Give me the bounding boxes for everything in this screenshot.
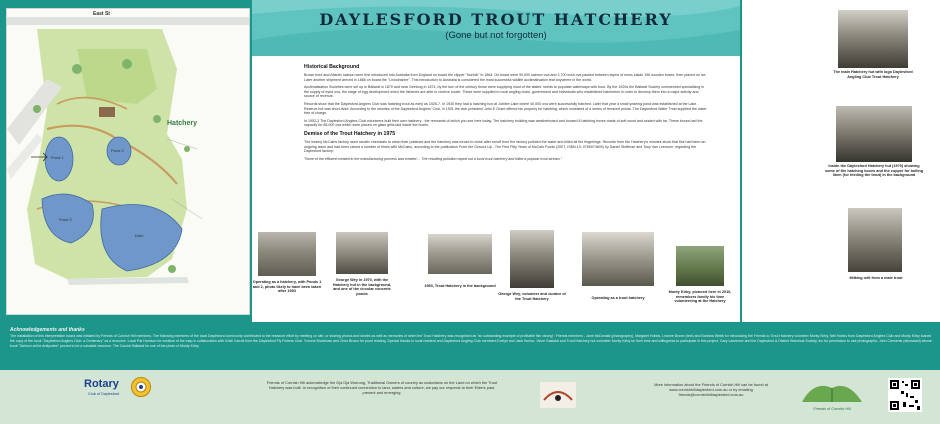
friends-of-cornish-hill-logo [792, 378, 872, 416]
photo-monty-kirby [676, 246, 724, 286]
page-title: DAYLESFORD TROUT HATCHERY [319, 10, 673, 29]
street-label-top: East St [93, 11, 110, 17]
foch-name: Friends of Cornish Hill [813, 407, 851, 411]
photo-hatchery-ponds [258, 232, 316, 276]
qr-code-icon[interactable] [888, 378, 922, 412]
photo-george-wey-portrait [510, 230, 554, 288]
photo-caption: Monty Kirby, pictured here in 2016, remembers fondly his time volunteering at the Hatchery [668, 290, 732, 304]
paragraph: In 1952-3 The Daylesford Anglers Club volunteers built their own hatchery - the remnants of which you see here today. The hatchery building was weatherboard and housed 8 hatching boxes made of soft wood and sealed with tar. These boxes had the capacity for 85,000 ova which were placed on glass grills laid inside the boxes. [304, 118, 703, 128]
dam-label: Dam [135, 233, 144, 238]
page-subtitle: (Gone but not forgotten) [445, 30, 547, 41]
pond-label-1: Pond 1 [51, 155, 64, 160]
rotary-sub: Club of Daylesford [88, 392, 120, 396]
acknowledgements-text: The installation of this interpretation board was initiated by Friends of Cornish Hill members. The following members of the local Daylesford community contributed to the research effort by meeting on site, or sharing photos and stories as well as memories of when the Trout Hatchery was recognised as "an outstanding example of profitable fish raising": Friends members - Jane McDonald (photography), Margaret Hobbs, Leanne Brown (text) and Barbara Webb for introducing the Friends to Trout Hatchery volunteer Monty Kirby. Neil Hobbs from Daylesford Anglers Club and Monty Kirby loaned the copy of the book "Daylesford Anglers Club: a Centenary" as a resource. Local Pat Harrison for creation of the map in collaboration with Kristi Carroll from the Daylesford Fly Fishers Club. Yvonne Bradshaw and Chris Brown for proof reading. Special thanks to local resident and Daylesford Angling Club members Evelyn and Jack Horton, Vince Gastaldi and Trout Hatchery hut volunteer Monty Kirby for their time and willingness to participate in this project. Gary Lawrence and the Daylesford & District Historical Society, Inc for permission to use photographs. John Clements (deceased) whose book "Salmon at the Antipodes" proved to be a valuable resource. The Courier Ballarat for use of the photo of Monty Kirby. [10, 334, 932, 348]
section-heading-demise: Demise of the Trout Hatchery in 1975 [304, 130, 396, 137]
title-band [252, 0, 740, 56]
photo-caption: The main Hatchery hut with logo Daylesford Angling Club Trout Hatchery [833, 70, 913, 79]
photo-main-hatchery-hut [838, 10, 908, 68]
photo-1953-hatchery [428, 234, 492, 274]
rotary-wheel-icon [130, 376, 152, 398]
right-photo-panel [742, 0, 940, 322]
footer [0, 370, 940, 424]
body-text [304, 62, 708, 164]
paragraph: Acclimatisation Societies were set up in Ballarat in 1870 and near Geelong in 1874, by the turn of the century these were supplying most of the states' needs to populate waterways with trout. By the 1920s the Ballarat Society commenced specialising in the supply of eyed ova, the stage of egg development when the fisheries are able to receive cooler. These were supplied to local angling clubs, government and individuals who established hatcheries in order to develop them into a major activity and source of revenue. [304, 85, 705, 99]
hatchery-map [6, 8, 250, 315]
paragraph: Records show that the Daylesford Anglers Club was hatching trout as early as 1926-7. In 1930 they had a hatching box at Jubilee Lake where 40,000 ova were successfully hatched. Later that year a small yearling pond was established at the Lake Reserve but was short-lived. According to the minutes of the Daylesford Anglers' Club, in 1931 the club president John E Grant offered his property for hatching, which consisted of a series of terraced ponds. The Daylesford Water Trust supplied the water free of charge. [304, 101, 707, 116]
photo-caption: Milking milt from a male trout [849, 276, 903, 280]
rotary-name: Rotary [84, 378, 119, 390]
more-info-text: More information about the Friends of Cornish Hill can be found at www.cornishhilldaylesford.com.au or by emailing friends@cornishhilldaylesford.com.au [654, 382, 768, 397]
photo-george-wey-1970 [336, 232, 388, 274]
section-heading-background: Historical Background [304, 64, 360, 70]
pond-label-2: Pond 2 [111, 148, 124, 153]
photo-caption: 1953, Trout Hatchery in the background [424, 284, 496, 288]
paragraph: The nearby McCains factory used caustic chemicals to clean their potatoes and the hatchery was forced to close after runoff from the factory polluted the water and killed all the fingerlings. Records from the Hatchery's minutes show that this had been an ongoing issue and had been raised a number of times with McCains, according to the publication From the Ground Up - The First Fifty Years of McCain Foods (2007, ISBN-10: 0789074600) by Daniel Stoffman and Tony Van Leersum, regarding the Daylesford factory: [304, 139, 706, 154]
paragraph: Brown trout and Atlantic salmon were first introduced into Australia from England on board the clipper "Norfolk" in 1864. On board were 90,000 salmon ova and 2,700 trout ova packed between layers of moss inside 196 wooden boxes, then placed on ice. Later another shipment arrived in 1866 on board the "Lincolnshire". This introduction to Australia is considered the most successful wildlife acclimatisation feat anywhere in the world. [304, 73, 707, 82]
photo-caption: George Wey, volunteer and curator of the Trout Hatchery [498, 292, 566, 301]
acknowledgement-of-country: Friends of Cornish Hill acknowledge the Dja Dja Wurrung, Traditional Owners of country as custodians on the Land on which the Trout Hatchery was built. In recognition of their continued connection to land, waters and culture, we pay our respects to their Elders past, present and emerging. [266, 380, 498, 395]
foch-leaf-icon [792, 378, 872, 406]
pond-label-3: Pond 3 [59, 217, 72, 222]
photo-caption: George Wey in 1970, with the Hatchery hut in the background, and one of the circular concrete ponds [332, 278, 392, 296]
photo-operating-hatchery [582, 232, 654, 286]
main-panel [252, 0, 740, 322]
photo-caption: Inside the Daylesford Hatchery hut (1970) showing some of the hatching boxes and the copper for boiling linen (for feeding the trout) in the background [824, 164, 924, 178]
hatchery-map-label: Hatchery [167, 120, 197, 127]
photo-milking-trout [848, 208, 902, 272]
map-illustration [7, 9, 250, 315]
quote: "None of the effluent created in the manufacturing process was treated ... The resulting pollution wiped out a local trout hatchery and killed a popular trout stream." [304, 156, 562, 161]
dja-dja-wurrung-logo [540, 382, 576, 408]
photo-inside-hatchery-hut [836, 106, 912, 162]
acknowledgements-heading: Acknowledgements and thanks [10, 327, 85, 333]
photo-caption: Operating as a trout hatchery [591, 296, 645, 300]
photo-caption: Operating as a hatchery, with Ponds 1 and 2, photo likely to have been taken after 1953 [252, 280, 322, 294]
